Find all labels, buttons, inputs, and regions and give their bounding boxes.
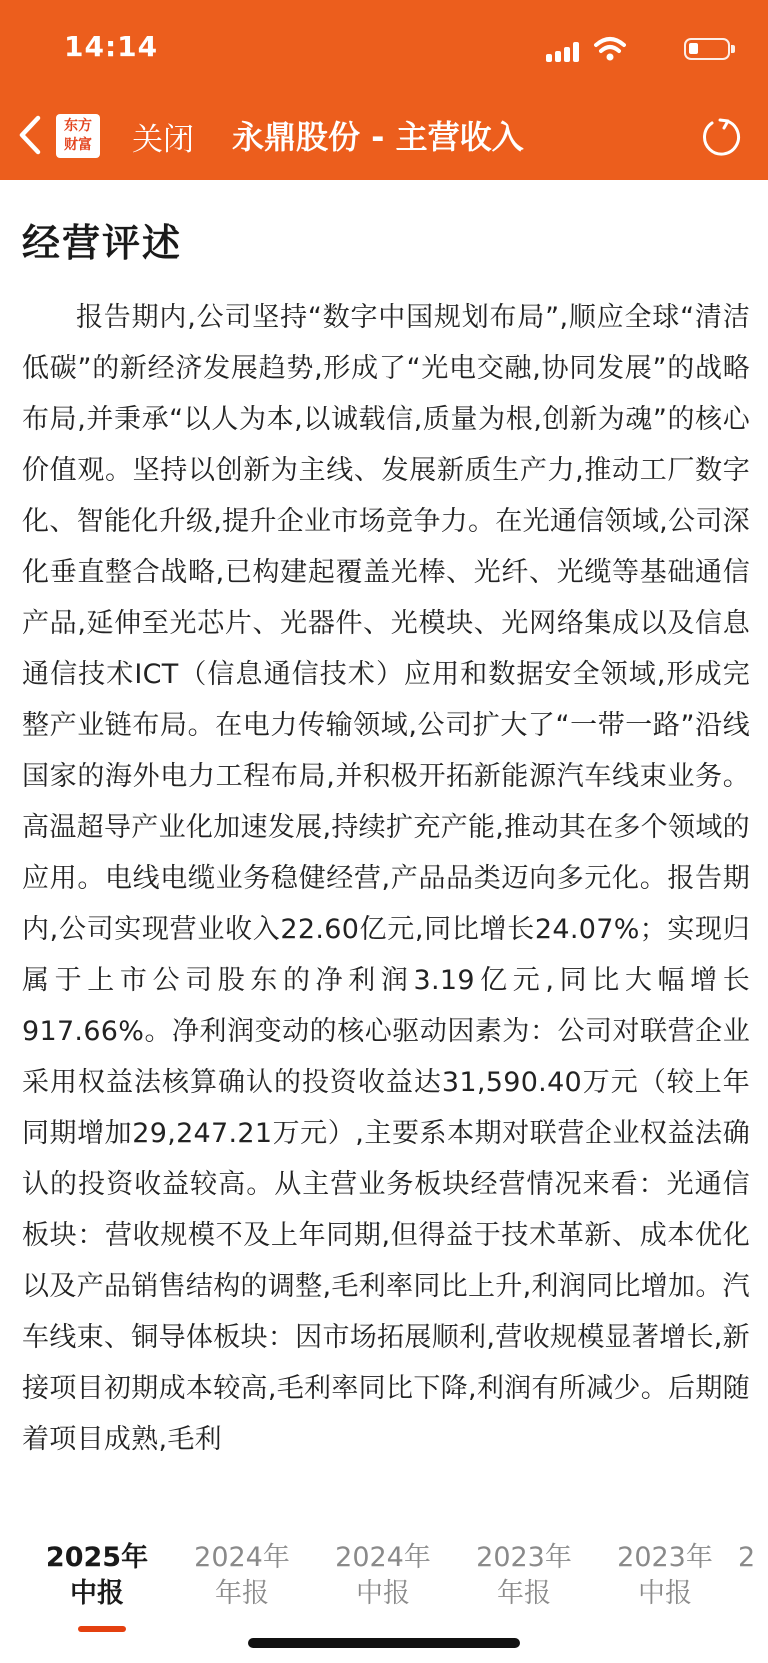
tab-period: 年报 bbox=[215, 1578, 269, 1609]
period-tabs[interactable] bbox=[0, 1530, 768, 1640]
logo-text-line1: 东方 bbox=[64, 118, 92, 134]
signal-icon bbox=[546, 42, 582, 62]
active-tab-indicator bbox=[78, 1626, 126, 1632]
content-fade bbox=[0, 1470, 768, 1520]
back-chevron-icon bbox=[14, 110, 54, 160]
tab-period: 中报 bbox=[638, 1578, 692, 1609]
home-indicator bbox=[248, 1638, 520, 1648]
business-review-text: 报告期内,公司坚持“数字中国规划布局”,顺应全球“清洁低碳”的新经济发展趋势,形成了“光电交融,协同发展”的战略布局,并秉承“以人为本,以诚载信,质量为根,创新为魂”的核心价值观。坚持以创新为主线、发展新质生产力,推动工厂数字化、智能化升级,提升企业市场竞争力。在光通信领域,公司深化垂直整合战略,已构建起覆盖光棒、光纤、光缆等基础通信产品,延伸至光芯片、光器件、光模块、光网络集成以及信息通信技术ICT（信息通信技术）应用和数据安全领域,形成完整产业链布局。在电力传输领域,公司扩大了“一带一路”沿线国家的海外电力工程布局,并积极开拓新能源汽车线束业务。高温超导产业化加速发展,持续扩充产能,推动其在多个领域的应用。电线电缆业务稳健经营,产品品类迈向多元化。报告期内,公司实现营业收入22.60亿元,同比增长24.07%；实现归属于上市公司股东的净利润3.19亿元,同比大幅增长917.66%。净利润变动的核心驱动因素为：公司对联营企业采用权益法核算确认的投资收益达31,590.40万元（较上年同期增加29,247.21万元）,主要系本期对联营企业权益法确认的投资收益较高。从主营业务板块经营情况来看：光通信板块：营收规模不及上年同期,但得益于技术革新、成本优化以及产品销售结构的调整,毛利率同比上升,利润同比增加。汽车线束、铜导体板块：因市场拓展顺利,营收规模显著增长,新接项目初期成本较高,毛利率同比下降,利润有所减少。后期随着项目成熟,毛利 bbox=[22, 302, 750, 1455]
refresh-icon bbox=[700, 116, 742, 158]
app-header bbox=[0, 0, 768, 180]
wifi-icon bbox=[594, 36, 626, 62]
status-time: 14:14 bbox=[64, 30, 159, 63]
battery-icon bbox=[684, 38, 730, 60]
tab-year: 2024年 bbox=[335, 1542, 431, 1573]
tab-2024-annual[interactable] bbox=[177, 1540, 307, 1612]
logo-text-line2: 财富 bbox=[64, 137, 92, 153]
tab-period: 年报 bbox=[497, 1578, 551, 1609]
tab-2024-interim[interactable] bbox=[318, 1540, 448, 1612]
tab-year: 2024年 bbox=[194, 1542, 290, 1573]
close-button[interactable]: 关闭 bbox=[132, 122, 194, 158]
tab-year: 2023年 bbox=[617, 1542, 713, 1573]
tab-year: 2 bbox=[738, 1542, 756, 1573]
eastmoney-logo bbox=[56, 114, 100, 158]
tab-year: 2025年 bbox=[45, 1542, 149, 1573]
tab-2023-annual[interactable] bbox=[459, 1540, 589, 1612]
status-icons bbox=[540, 34, 730, 62]
tab-2025-interim[interactable] bbox=[32, 1540, 162, 1612]
page-title: 永鼎股份 - 主营收入 bbox=[232, 118, 524, 156]
tab-year: 2023年 bbox=[476, 1542, 572, 1573]
tab-period: 中报 bbox=[356, 1578, 410, 1609]
back-button[interactable] bbox=[14, 110, 54, 160]
tab-overflow-partial[interactable] bbox=[738, 1540, 768, 1576]
section-title: 经营评述 bbox=[22, 221, 183, 265]
tab-2023-interim[interactable] bbox=[600, 1540, 730, 1612]
refresh-button[interactable] bbox=[700, 116, 742, 158]
tab-period: 中报 bbox=[70, 1578, 124, 1609]
